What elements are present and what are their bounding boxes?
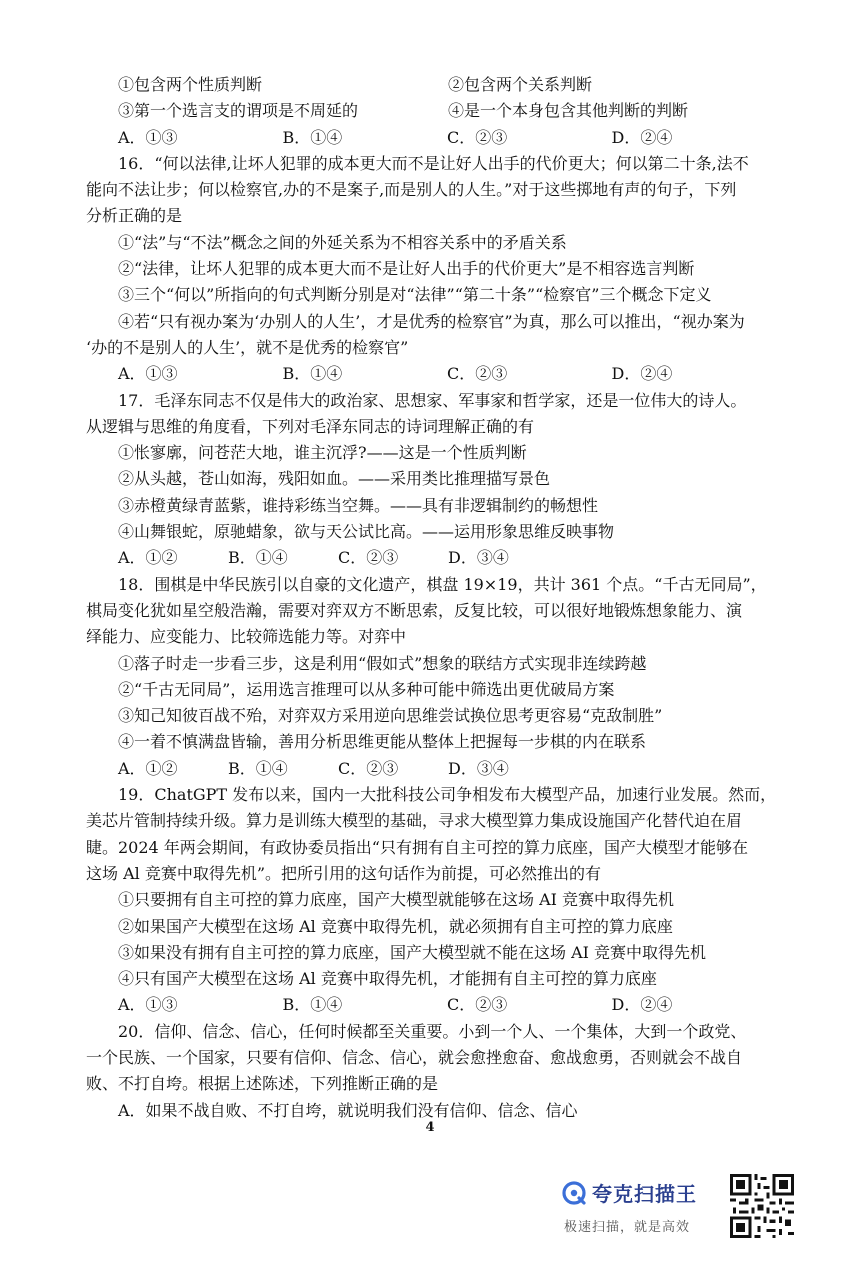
- statement-item: ④是一个本身包含其他判断的判断: [448, 101, 689, 121]
- answer-choice: A．①③: [118, 127, 178, 147]
- text-line: 能向不法让步；何以检察官,办的不是案子,而是别人的人生。”对于这些掷地有声的句子，下列: [86, 180, 737, 200]
- answer-choice: B．①④: [228, 548, 288, 568]
- text-line: 绎能力、应变能力、比较筛选能力等。对弈中: [86, 627, 407, 647]
- question-stem: 18．围棋是中华民族引以自豪的文化遗产，棋盘 19×19，共计 361 个点。“千古无同局”，: [118, 574, 767, 594]
- brand-slogan: 极速扫描，就是高效: [564, 1220, 691, 1235]
- text-line: ‘办的不是别人的人生’，就不是优秀的检察官”: [86, 337, 409, 357]
- answer-choices-row: [86, 992, 776, 1018]
- answer-choice: C．②③: [338, 758, 399, 778]
- question-stem: 17．毛泽东同志不仅是伟大的政治家、思想家、军事家和哲学家，还是一位伟大的诗人。: [118, 390, 747, 410]
- option-pair-row: [86, 98, 776, 124]
- statement-item: ①“法”与“不法”概念之间的外延关系为不相容关系中的矛盾关系: [118, 232, 567, 252]
- question-stem: 20．信仰、信念、信心，任何时候都至关重要。小到一个人、一个集体，大到一个政党、: [118, 1021, 747, 1041]
- statement-item: ②“千古无同局”，运用选言推理可以从多种可能中筛选出更优破局方案: [118, 679, 615, 699]
- statement-item: ③赤橙黄绿青蓝紫，谁持彩练当空舞。——具有非逻辑制约的畅想性: [118, 495, 599, 515]
- answer-choice: A．①③: [118, 995, 178, 1015]
- question-stem: 16．“何以法律,让坏人犯罪的成本更大而不是让好人出手的代价更大；何以第二十条,法不: [118, 153, 749, 173]
- statement-item: ③如果没有拥有自主可控的算力底座，国产大模型就不能在这场 AI 竞赛中取得先机: [118, 942, 707, 962]
- answer-choice: B．①④: [228, 758, 288, 778]
- answer-choice: A．①②: [118, 548, 178, 568]
- answer-choice: A．①③: [118, 364, 178, 384]
- exam-content: [86, 72, 776, 1124]
- text-line: 美芯片管制持续升级。算力是训练大模型的基础，寻求大模型算力集成设施国产化替代迫在眉: [86, 811, 743, 831]
- page-number: 4: [425, 1120, 435, 1135]
- answer-choice: A．①②: [118, 758, 178, 778]
- answer-choices-row: [86, 756, 776, 782]
- question-stem: 19．ChatGPT 发布以来，国内一大批科技公司争相发布大模型产品，加速行业发展。然而，: [118, 785, 777, 805]
- text-line: 从逻辑与思维的角度看，下列对毛泽东同志的诗词理解正确的有: [86, 416, 535, 436]
- text-line: 一个民族、一个国家，只要有信仰、信念、信心，就会愈挫愈奋、愈战愈勇，否则就会不战自: [86, 1047, 743, 1067]
- answer-choice: B．①④: [282, 127, 343, 147]
- statement-item: ④一着不慎满盘皆输，善用分析思维更能从整体上把握每一步棋的内在联系: [118, 732, 647, 752]
- statement-item: ④若“只有视办案为‘办别人的人生’，才是优秀的检察官”为真，那么可以推出，“视办案为: [118, 311, 745, 331]
- statement-item: ②“法律，让坏人犯罪的成本更大而不是让好人出手的代价更大”是不相容选言判断: [118, 259, 695, 279]
- statement-item: ①怅寥廓，问苍茫大地，谁主沉浮?——这是一个性质判断: [118, 443, 527, 463]
- statement-item: ②如果国产大模型在这场 Al 竞赛中取得先机，就必须拥有自主可控的算力底座: [118, 916, 673, 936]
- answer-choice: D．③④: [448, 548, 509, 568]
- statement-item: ①落子时走一步看三步，这是利用“假如式”想象的联结方式实现非连续跨越: [118, 653, 647, 673]
- text-line: 棋局变化犹如星空般浩瀚，需要对弈双方不断思索，反复比较，可以很好地锻炼想象能力、演: [86, 600, 743, 620]
- answer-choice: D．②④: [611, 364, 673, 384]
- statement-item: ③三个“何以”所指向的句式判断分别是对“法律”“第二十条”“检察官”三个概念下定义: [118, 285, 712, 305]
- answer-choice: B．①④: [282, 364, 343, 384]
- text-line: 这场 Al 竞赛中取得先机”。把所引用的这句话作为前提，可必然推出的有: [86, 863, 602, 883]
- statement-item: ③知己知彼百战不殆，对弈双方采用逆向思维尝试换位思考更容易“克敌制胜”: [118, 706, 663, 726]
- statement-item: ①只要拥有自主可控的算力底座，国产大模型就能够在这场 AI 竞赛中取得先机: [118, 890, 675, 910]
- brand-row: [562, 1178, 697, 1207]
- statement-item: ④山舞银蛇，原驰蜡象，欲与天公试比高。——运用形象思维反映事物: [118, 522, 615, 542]
- answer-choices-row: [86, 545, 776, 571]
- answer-choice: D．②④: [611, 995, 673, 1015]
- statement-item: ②从头越，苍山如海，残阳如血。——采用类比推理描写景色: [118, 469, 551, 489]
- answer-choice: C．②③: [447, 364, 508, 384]
- text-line: 分析正确的是: [86, 206, 183, 226]
- scanner-watermark: [562, 1170, 802, 1250]
- qr-code-icon: [730, 1174, 794, 1238]
- statement-item: ④只有国产大模型在这场 Al 竞赛中取得先机，才能拥有自主可控的算力底座: [118, 969, 657, 989]
- option-pair-row: [86, 72, 776, 98]
- text-line: 败、不打自垮。根据上述陈述，下列推断正确的是: [86, 1074, 439, 1094]
- statement-item: A．如果不战自败、不打自垮，就说明我们没有信仰、信念、信心: [118, 1100, 578, 1120]
- answer-choices-row: [86, 361, 776, 387]
- answer-choice: B．①④: [282, 995, 343, 1015]
- answer-choices-row: [86, 125, 776, 151]
- statement-item: ①包含两个性质判断: [118, 75, 263, 94]
- answer-choice: D．②④: [611, 127, 673, 147]
- answer-choice: D．③④: [448, 758, 509, 778]
- statement-item: ③第一个选言支的谓项是不周延的: [118, 101, 359, 121]
- answer-choice: C．②③: [338, 548, 399, 568]
- brand-name: 夸克扫描王: [592, 1182, 697, 1206]
- statement-item: ②包含两个关系判断: [448, 75, 593, 94]
- answer-choice: C．②③: [447, 995, 508, 1015]
- answer-choice: C．②③: [447, 127, 508, 147]
- text-line: 睫。2024 年两会期间，有政协委员指出“只有拥有自主可控的算力底座，国产大模型才能够在: [86, 837, 748, 857]
- quark-logo-icon: [562, 1181, 586, 1205]
